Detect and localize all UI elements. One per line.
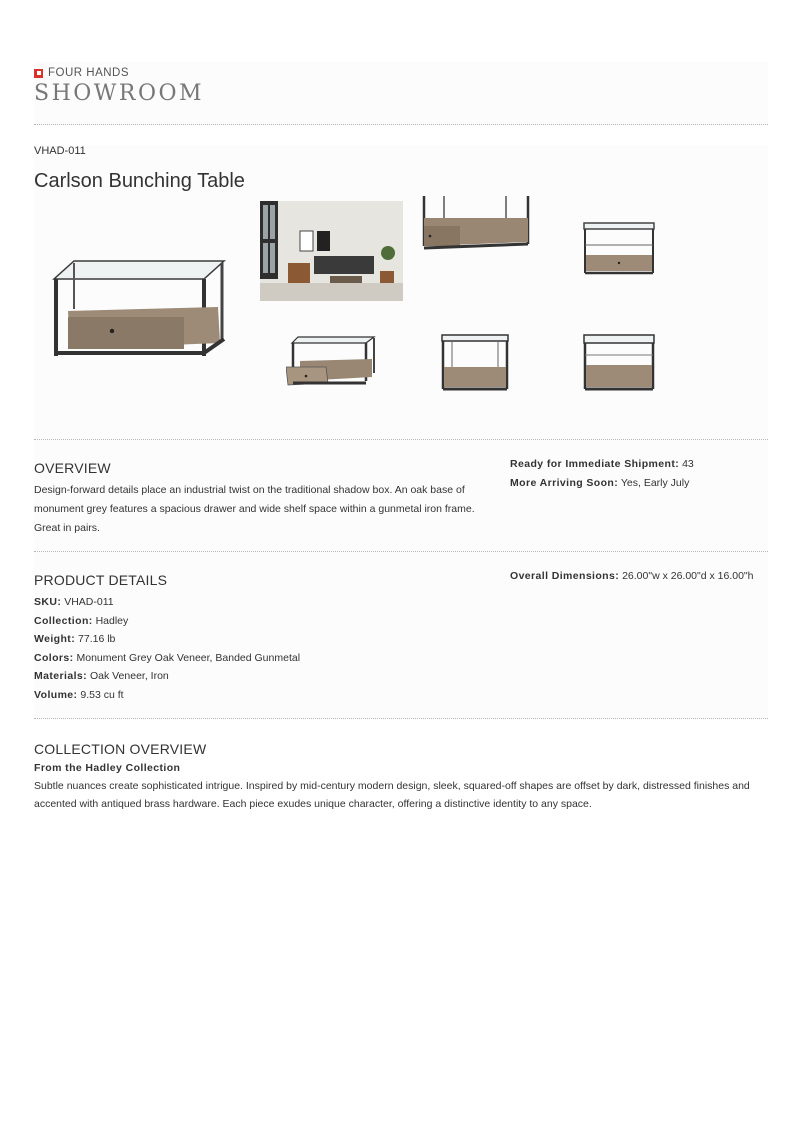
collection-text: Subtle nuances create sophisticated intrigue. Inspired by mid-century modern design, sleek, squared-off shapes are offset by dark, distressed finishes and accented with antiqued brass hardware. Each piece exudes unique character, offering a distinctive identity to any space. bbox=[34, 780, 750, 811]
product-title: Carlson Bunching Table bbox=[34, 170, 245, 192]
colors-row bbox=[34, 649, 494, 668]
overview-text: Design-forward details place an industrial twist on the traditional shadow box. An oak base of monument grey features a spacious drawer and wide shelf space within a gunmetal iron frame. Great in pairs. bbox=[34, 484, 475, 534]
arriving-row bbox=[510, 474, 768, 493]
brand-company: FOUR HANDS bbox=[48, 67, 130, 79]
product-code: VHAD-011 bbox=[34, 145, 86, 157]
dimensions-value: 26.00"w x 26.00"d x 16.00"h bbox=[622, 570, 754, 582]
overview-heading: OVERVIEW bbox=[34, 460, 111, 476]
collection-subheading: From the Hadley Collection bbox=[34, 761, 181, 774]
collection-heading: COLLECTION OVERVIEW bbox=[34, 740, 207, 757]
volume-row bbox=[34, 686, 494, 705]
table-front-small-icon[interactable] bbox=[582, 221, 656, 277]
collection-value: Hadley bbox=[95, 614, 129, 627]
room-scene-icon[interactable] bbox=[260, 201, 403, 301]
sku-row bbox=[34, 593, 494, 612]
dimensions-label: Overall Dimensions: bbox=[510, 570, 620, 582]
colors-value: Monument Grey Oak Veneer, Banded Gunmetal bbox=[76, 651, 301, 664]
details-heading: PRODUCT DETAILS bbox=[34, 572, 168, 588]
spec-sheet bbox=[34, 62, 768, 813]
volume-label: Volume: bbox=[34, 688, 78, 701]
weight-label: Weight: bbox=[34, 633, 76, 646]
colors-label: Colors: bbox=[34, 651, 74, 664]
header bbox=[34, 62, 768, 124]
brand-square-icon bbox=[34, 69, 43, 78]
table-front-icon[interactable] bbox=[440, 333, 510, 393]
arriving-value: Yes, Early July bbox=[620, 476, 690, 489]
collection-row bbox=[34, 612, 494, 631]
divider bbox=[34, 124, 768, 125]
overview-section bbox=[34, 440, 768, 551]
brand-subtitle: SHOWROOM bbox=[34, 81, 205, 106]
brand-logo bbox=[34, 67, 768, 79]
table-top-crop-icon[interactable] bbox=[420, 196, 532, 256]
dimensions-row bbox=[510, 567, 768, 586]
materials-label: Materials: bbox=[34, 670, 88, 683]
sku-value: VHAD-011 bbox=[64, 596, 114, 608]
volume-value: 9.53 cu ft bbox=[80, 688, 124, 701]
details-section bbox=[34, 552, 768, 718]
table-angle-drawer-open-icon[interactable] bbox=[286, 333, 378, 389]
product-header bbox=[34, 145, 768, 439]
arriving-label: More Arriving Soon: bbox=[510, 476, 619, 489]
weight-row bbox=[34, 630, 494, 649]
materials-value: Oak Veneer, Iron bbox=[89, 670, 169, 683]
shipment-label: Ready for Immediate Shipment: bbox=[510, 458, 680, 470]
materials-row bbox=[34, 667, 494, 686]
hero-table-icon[interactable] bbox=[34, 231, 244, 381]
collection-label: Collection: bbox=[34, 614, 93, 627]
weight-value: 77.16 lb bbox=[78, 633, 116, 646]
shipment-row bbox=[510, 455, 768, 474]
sku-label: SKU: bbox=[34, 596, 62, 608]
image-gallery bbox=[34, 201, 768, 439]
table-side-icon[interactable] bbox=[582, 333, 656, 393]
collection-section bbox=[34, 719, 768, 814]
shipment-value: 43 bbox=[682, 458, 694, 470]
